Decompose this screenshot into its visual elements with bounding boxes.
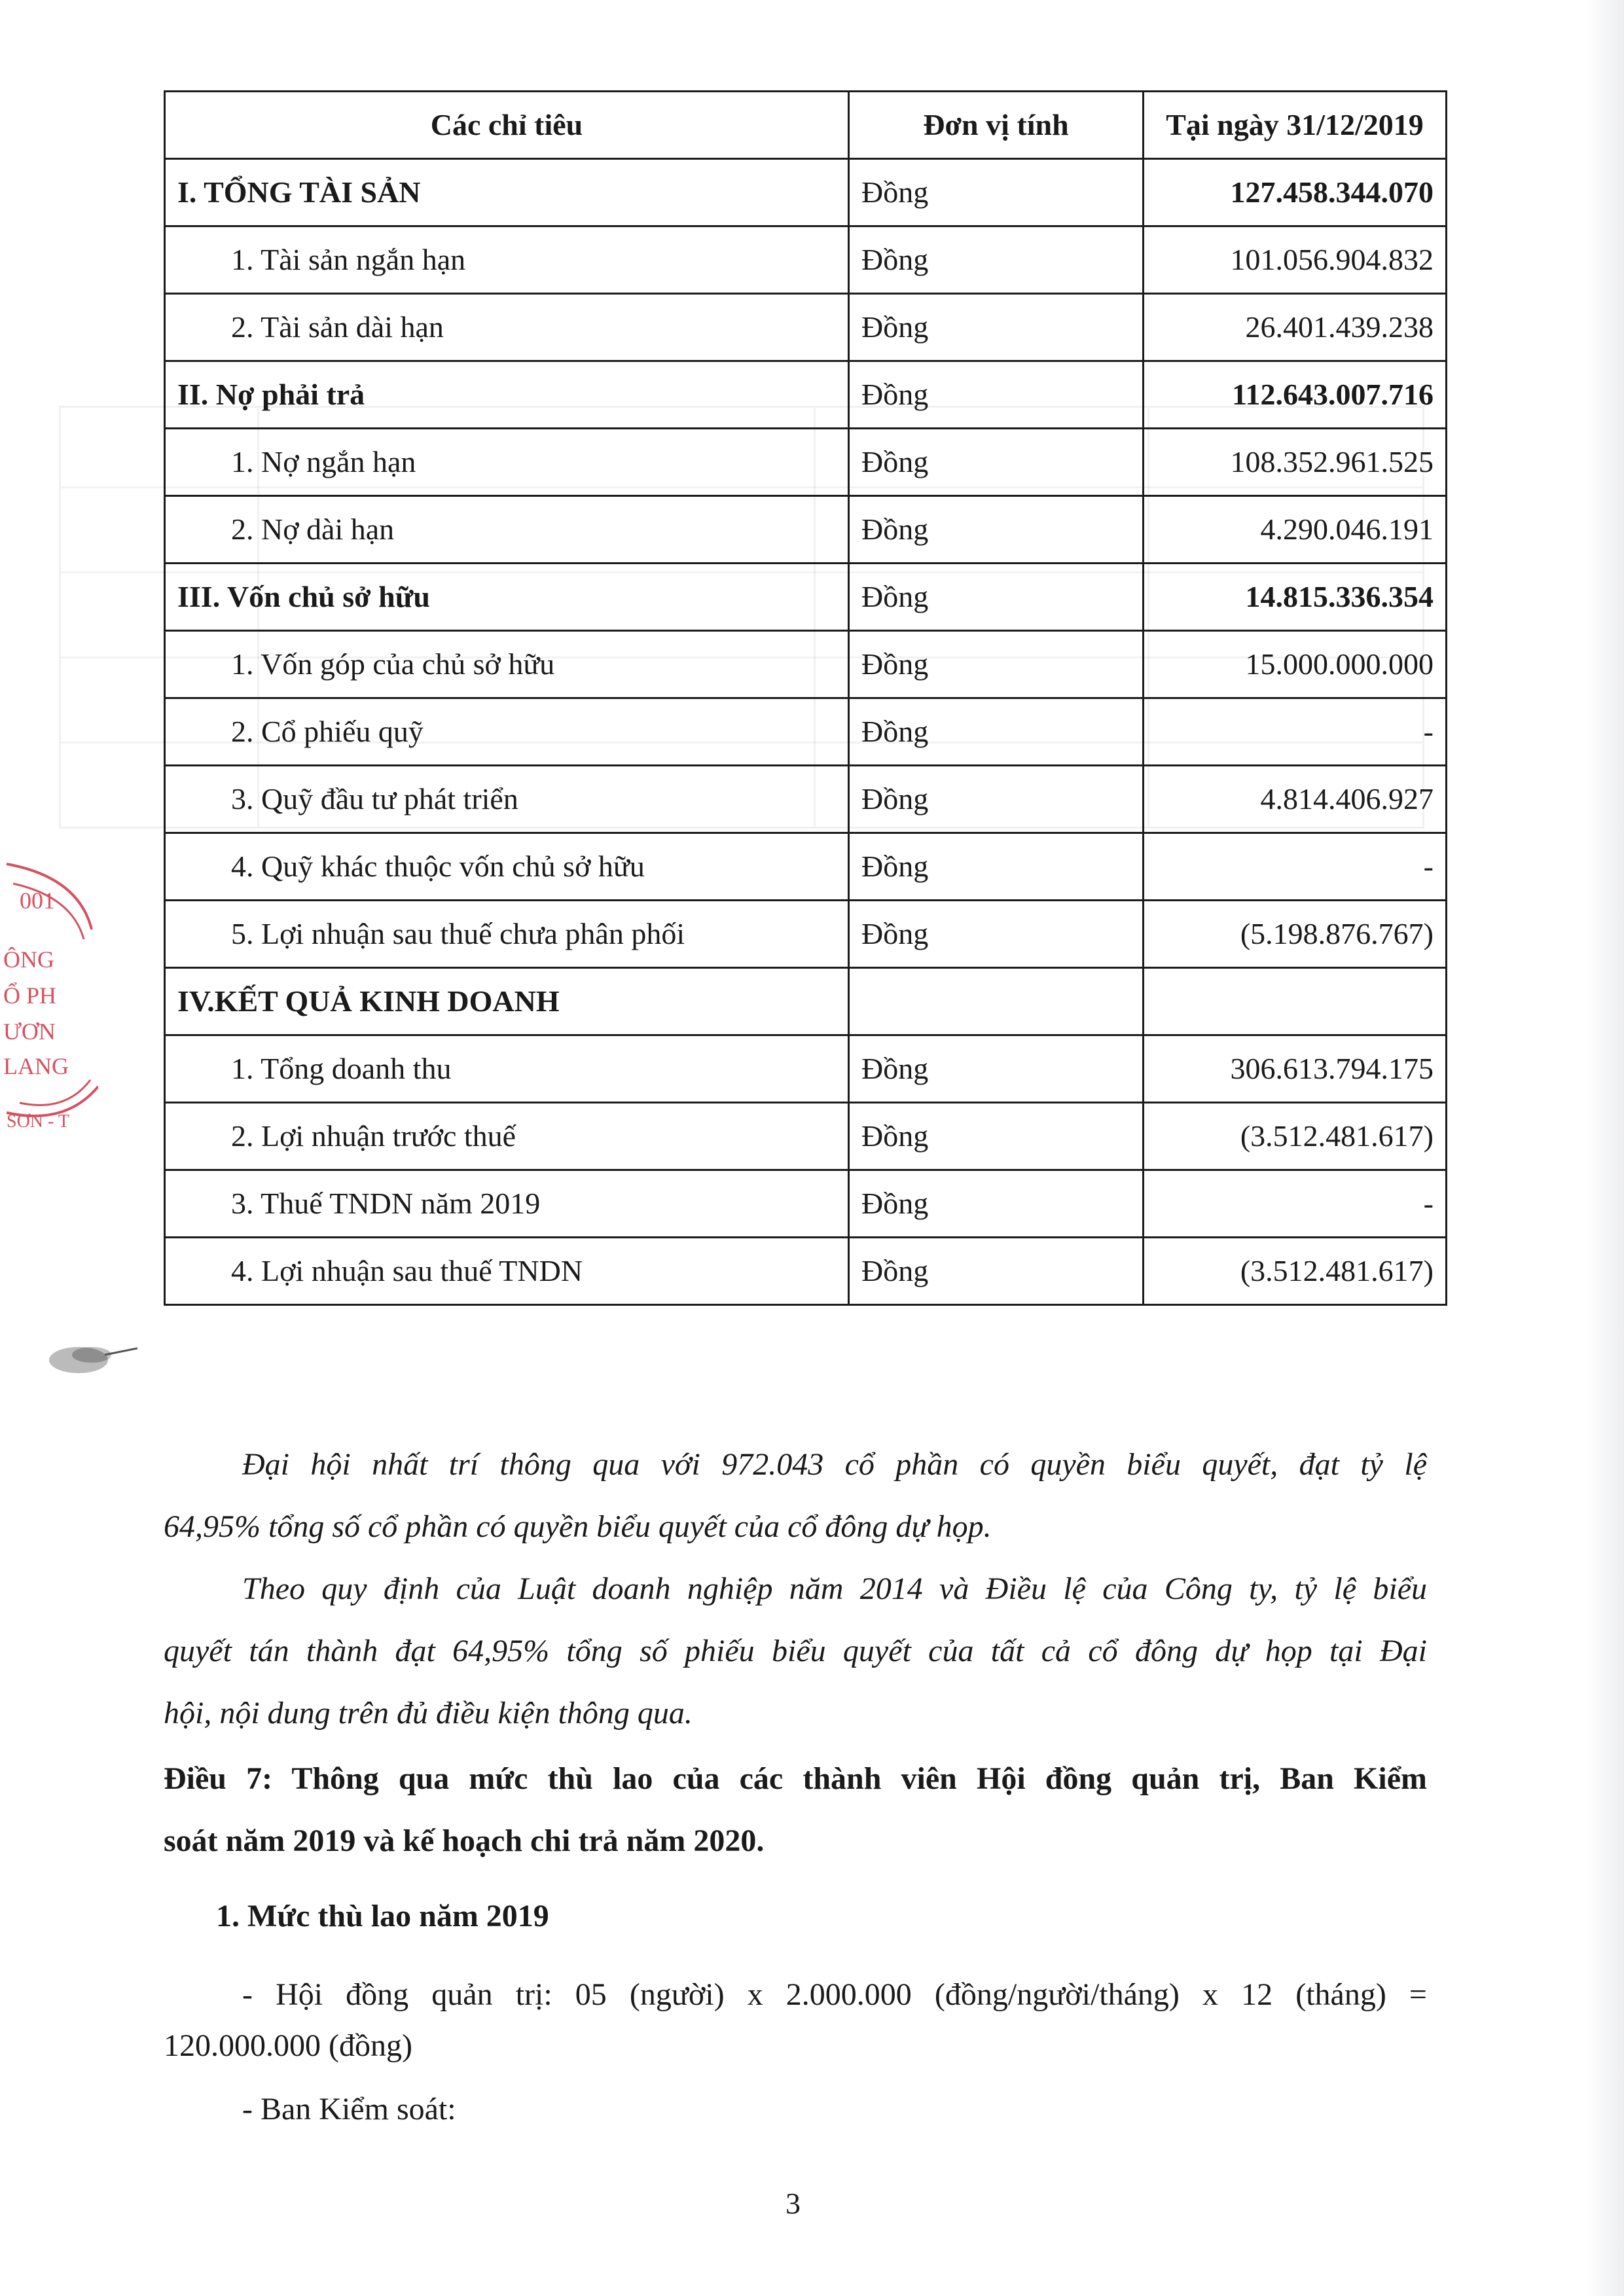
table-row <box>165 1103 1447 1170</box>
law-line-3: hội, nội dung trên đủ điều kiện thông qua. <box>164 1696 693 1731</box>
row-value: - <box>1144 698 1447 766</box>
row-label: IV.KẾT QUẢ KINH DOANH <box>165 968 849 1035</box>
row-label: 2. Cổ phiếu quỹ <box>165 698 849 766</box>
row-label: 2. Tài sản dài hạn <box>165 294 849 361</box>
table-row <box>165 698 1447 766</box>
row-value: (3.512.481.617) <box>1144 1238 1447 1305</box>
row-value: - <box>1144 833 1447 901</box>
row-value <box>1144 968 1447 1035</box>
header-unit: Đơn vị tính <box>849 92 1144 159</box>
seal-text: ƯƠN <box>3 1018 56 1045</box>
board-remuneration-line-2: 120.000.000 (đồng) <box>164 2028 412 2063</box>
seal-text: 001 <box>20 888 55 914</box>
table-row <box>165 766 1447 833</box>
table-row <box>165 631 1447 698</box>
row-label: I. TỔNG TÀI SẢN <box>165 159 849 226</box>
header-date: Tại ngày 31/12/2019 <box>1144 92 1447 159</box>
remuneration-2019-heading: 1. Mức thù lao năm 2019 <box>216 1899 549 1933</box>
table-row <box>165 226 1447 294</box>
row-value: - <box>1144 1170 1447 1238</box>
row-unit: Đồng <box>849 698 1144 766</box>
row-value: 108.352.961.525 <box>1144 429 1447 496</box>
table-row <box>165 429 1447 496</box>
row-unit: Đồng <box>849 1238 1144 1305</box>
row-label: 1. Nợ ngắn hạn <box>165 429 849 496</box>
row-value: 112.643.007.716 <box>1144 361 1447 429</box>
row-label: 5. Lợi nhuận sau thuế chưa phân phối <box>165 901 849 968</box>
ink-smudge-icon <box>39 1335 137 1381</box>
table-row <box>165 564 1447 631</box>
table-row <box>165 1035 1447 1103</box>
supervisory-board-line: - Ban Kiểm soát: <box>242 2092 456 2126</box>
seal-text: Ổ PH <box>3 982 57 1009</box>
row-unit: Đồng <box>849 901 1144 968</box>
row-value: 306.613.794.175 <box>1144 1035 1447 1103</box>
row-label: 4. Quỹ khác thuộc vốn chủ sở hữu <box>165 833 849 901</box>
table-header-row <box>165 92 1447 159</box>
table-row <box>165 1170 1447 1238</box>
row-value: 15.000.000.000 <box>1144 631 1447 698</box>
article-7-line-2: soát năm 2019 và kế hoạch chi trả năm 2020. <box>164 1823 765 1858</box>
row-unit: Đồng <box>849 429 1144 496</box>
company-seal-fragment <box>0 851 98 1158</box>
row-label: II. Nợ phải trả <box>165 361 849 429</box>
row-unit: Đồng <box>849 294 1144 361</box>
seal-text: SƠN - T <box>7 1111 69 1132</box>
row-value: 101.056.904.832 <box>1144 226 1447 294</box>
row-label: 2. Nợ dài hạn <box>165 496 849 564</box>
table-row <box>165 968 1447 1035</box>
table-row <box>165 1238 1447 1305</box>
article-7-line-1: Điều 7: Thông qua mức thù lao của các thành viên Hội đồng quản trị, Ban Kiểm <box>164 1761 1427 1796</box>
approval-line-1: Đại hội nhất trí thông qua với 972.043 cổ phần có quyền biểu quyết, đạt tỷ lệ <box>242 1447 1427 1482</box>
row-unit: Đồng <box>849 496 1144 564</box>
row-value: 26.401.439.238 <box>1144 294 1447 361</box>
row-label: III. Vốn chủ sở hữu <box>165 564 849 631</box>
row-unit: Đồng <box>849 1035 1144 1103</box>
row-unit: Đồng <box>849 564 1144 631</box>
row-value: 127.458.344.070 <box>1144 159 1447 226</box>
row-value: 4.814.406.927 <box>1144 766 1447 833</box>
row-label: 3. Quỹ đầu tư phát triển <box>165 766 849 833</box>
seal-text: LANG <box>3 1053 69 1079</box>
row-unit: Đồng <box>849 159 1144 226</box>
row-unit: Đồng <box>849 1103 1144 1170</box>
table-row <box>165 833 1447 901</box>
row-unit: Đồng <box>849 766 1144 833</box>
row-label: 2. Lợi nhuận trước thuế <box>165 1103 849 1170</box>
balance-sheet-table <box>164 90 1447 1306</box>
row-value: (3.512.481.617) <box>1144 1103 1447 1170</box>
row-unit: Đồng <box>849 631 1144 698</box>
row-unit: Đồng <box>849 1170 1144 1238</box>
row-label: 1. Tổng doanh thu <box>165 1035 849 1103</box>
table-row <box>165 496 1447 564</box>
table-row <box>165 294 1447 361</box>
table-row <box>165 361 1447 429</box>
row-value: 14.815.336.354 <box>1144 564 1447 631</box>
row-label: 1. Tài sản ngắn hạn <box>165 226 849 294</box>
table-row <box>165 901 1447 968</box>
row-unit <box>849 968 1144 1035</box>
row-value: 4.290.046.191 <box>1144 496 1447 564</box>
page-number: 3 <box>785 2187 801 2220</box>
table-row <box>165 159 1447 226</box>
approval-line-2: 64,95% tổng số cổ phần có quyền biểu quyết của cổ đông dự họp. <box>164 1509 992 1544</box>
law-line-1: Theo quy định của Luật doanh nghiệp năm 2014 và Điều lệ của Công ty, tỷ lệ biểu <box>242 1571 1427 1606</box>
row-label: 3. Thuế TNDN năm 2019 <box>165 1170 849 1238</box>
row-unit: Đồng <box>849 226 1144 294</box>
board-remuneration-line-1: - Hội đồng quản trị: 05 (người) x 2.000.000 (đồng/người/tháng) x 12 (tháng) = <box>242 1977 1427 2012</box>
header-indicator: Các chỉ tiêu <box>165 92 849 159</box>
law-line-2: quyết tán thành đạt 64,95% tổng số phiếu biểu quyết của tất cả cổ đông dự họp tại Đại <box>164 1634 1427 1668</box>
row-value: (5.198.876.767) <box>1144 901 1447 968</box>
seal-text: ÔNG <box>3 946 54 973</box>
row-label: 4. Lợi nhuận sau thuế TNDN <box>165 1238 849 1305</box>
row-unit: Đồng <box>849 361 1144 429</box>
scan-edge-shadow <box>1585 0 1624 2296</box>
row-label: 1. Vốn góp của chủ sở hữu <box>165 631 849 698</box>
row-unit: Đồng <box>849 833 1144 901</box>
